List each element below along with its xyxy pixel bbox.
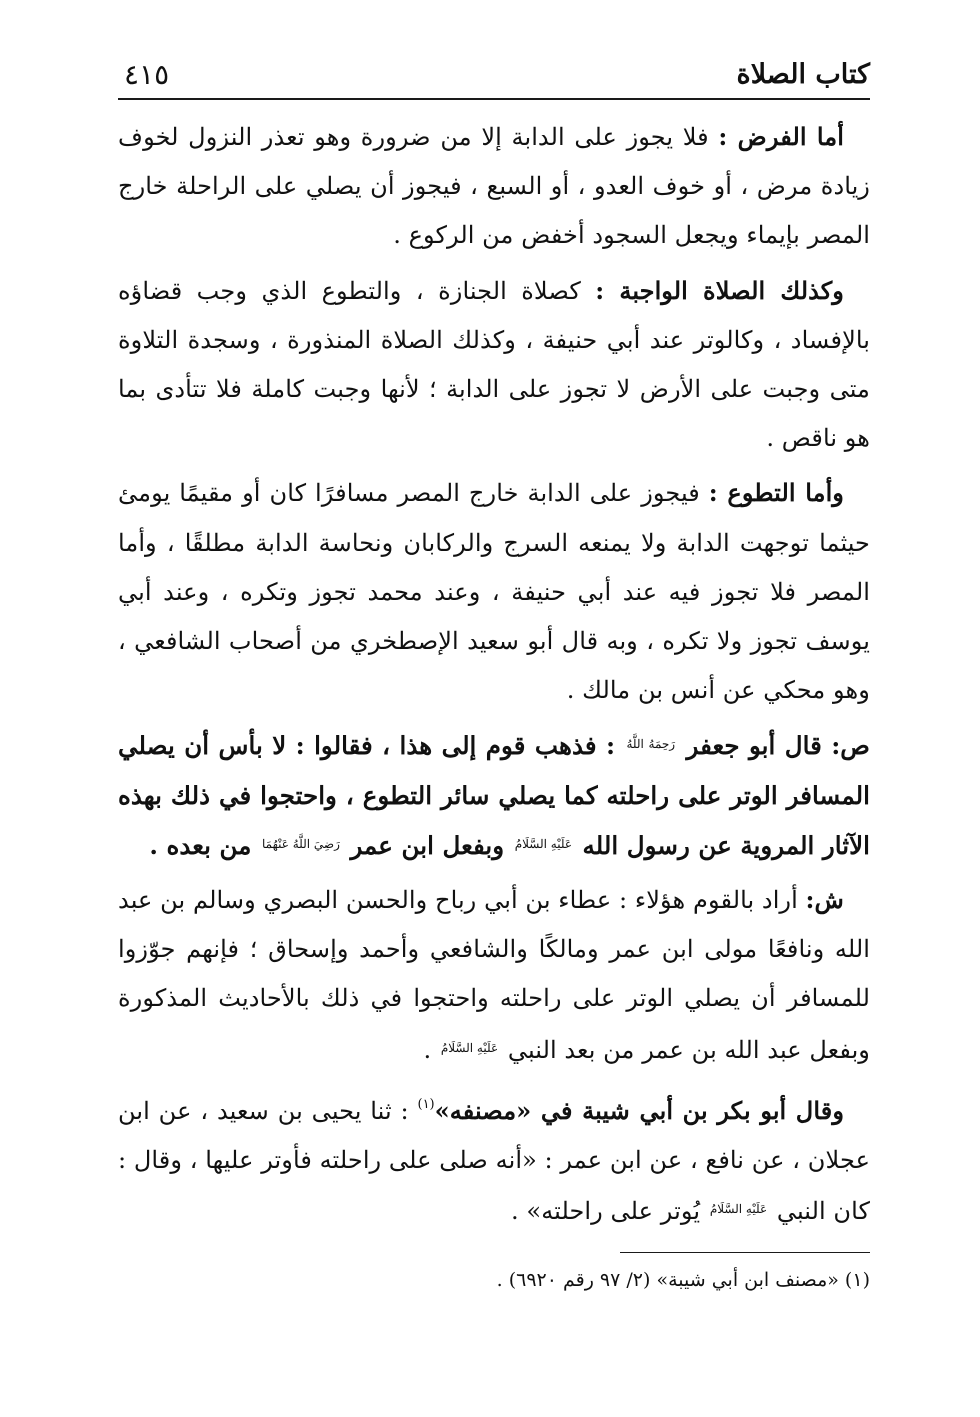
paragraph-tatawwu [118,468,870,715]
matn-text: : فذهب قوم إلى هذا ، فقالوا : لا بأس أن يصلي المسافر الوتر على راحلته كما يصلي سائر التطوع ، واحتجوا في ذلك بهذه الآثار المروية عن رسول الله [118,731,870,860]
paragraph-lead: وأما التطوع : [708,478,844,508]
matn-text: من بعده . [149,830,252,860]
sharh-paragraph [118,875,870,1075]
matn-text: ص: قال أبو جعفر [686,731,871,761]
paragraph-text: كصلاة الجنازة ، والتطوع الذي وجب قضاؤه بالإفساد ، وكالوتر عند أبي حنيفة ، وكذلك الصلاة المنذورة ، وسجدة التلاوة متى وجبت على الأرض لا تجوز على الدابة ؛ لأنها وجبت كاملة فلا تتأدى بما هو ناقص . [118,276,870,453]
book-page [118,50,870,1370]
book-title: كتاب الصلاة [736,59,870,90]
honorific-mark: رَحِمَهُ اللَّهُ [626,737,676,752]
honorific-mark: رَضِيَ اللَّهُ عَنْهُمَا [262,836,340,851]
quote-lead: وقال أبو بكر بن أبي شيبة في «مصنفه» [434,1095,844,1125]
quote-text: يُوتر على راحلته» . [511,1197,701,1226]
page-body [118,100,870,1295]
paragraph-lead: أما الفرض : [718,122,844,151]
honorific-mark: عَلَيْهِ السَّلَامُ [514,836,572,851]
footnote: (١) «مصنف ابن أبي شيبة» (٢/ ٩٧ رقم ٦٩٢٠) . [496,1269,870,1292]
matn-text: وبفعل ابن عمر [350,830,505,860]
quote-text: : ثنا يحيى بن سعيد ، عن ابن عجلان ، عن نافع ، عن ابن عمر : «أنه صلى على راحلته فأوتر عليها ، وقال : كان النبي [118,1096,870,1226]
honorific-mark: عَلَيْهِ السَّلَامُ [709,1202,768,1217]
sharh-end: . [423,1035,439,1064]
honorific-mark: عَلَيْهِ السَّلَامُ [440,1040,499,1055]
footnote-divider [620,1252,870,1253]
running-header [118,50,870,100]
paragraph-fard [118,112,870,261]
sharh-text: أراد بالقوم هؤلاء : عطاء بن أبي رباح والحسن البصري وسالم بن عبد الله ونافعًا مولى ابن عمر ومالكًا والشافعي وأحمد وإسحاق ؛ فإنهم جوّزوا للمسافر أن يصلي الوتر على راحلته واحتجوا في ذلك بالأحاديث المذكورة وبفعل عبد الله بن عمر من بعد النبي [118,886,870,1064]
quote-paragraph [118,1080,870,1237]
paragraph-text: فلا يجوز على الدابة إلا من ضرورة وهو تعذر النزول لخوف زيادة مرض ، أو خوف العدو ، أو السبع ، فيجوز أن يصلي على الراحلة خارج المصر بإيماء ويجعل السجود أخفض من الركوع . [118,123,870,250]
paragraph-wajiba [118,266,870,464]
page-number: ٤١٥ [124,58,170,91]
paragraph-lead: وكذلك الصلاة الواجبة : [595,275,844,305]
matn-paragraph [118,720,870,870]
footnote-reference[interactable]: (١) [417,1096,435,1112]
sharh-lead: ش: [805,885,844,915]
paragraph-text: فيجوز على الدابة خارج المصر مسافرًا كان أو مقيمًا يومئ حيثما توجهت الدابة ولا يمنعه السرج والركابان ونحاسة الدابة مطلقًا ، وأما المصر فلا تجوز فيه عند أبي حنيفة ، وعند محمد تجوز وتكره ، وعند أبي يوسف تجوز ولا تكره ، وبه قال أبو سعيد الإصطخري من أصحاب الشافعي ، وهو محكي عن أنس بن مالك . [118,479,870,705]
